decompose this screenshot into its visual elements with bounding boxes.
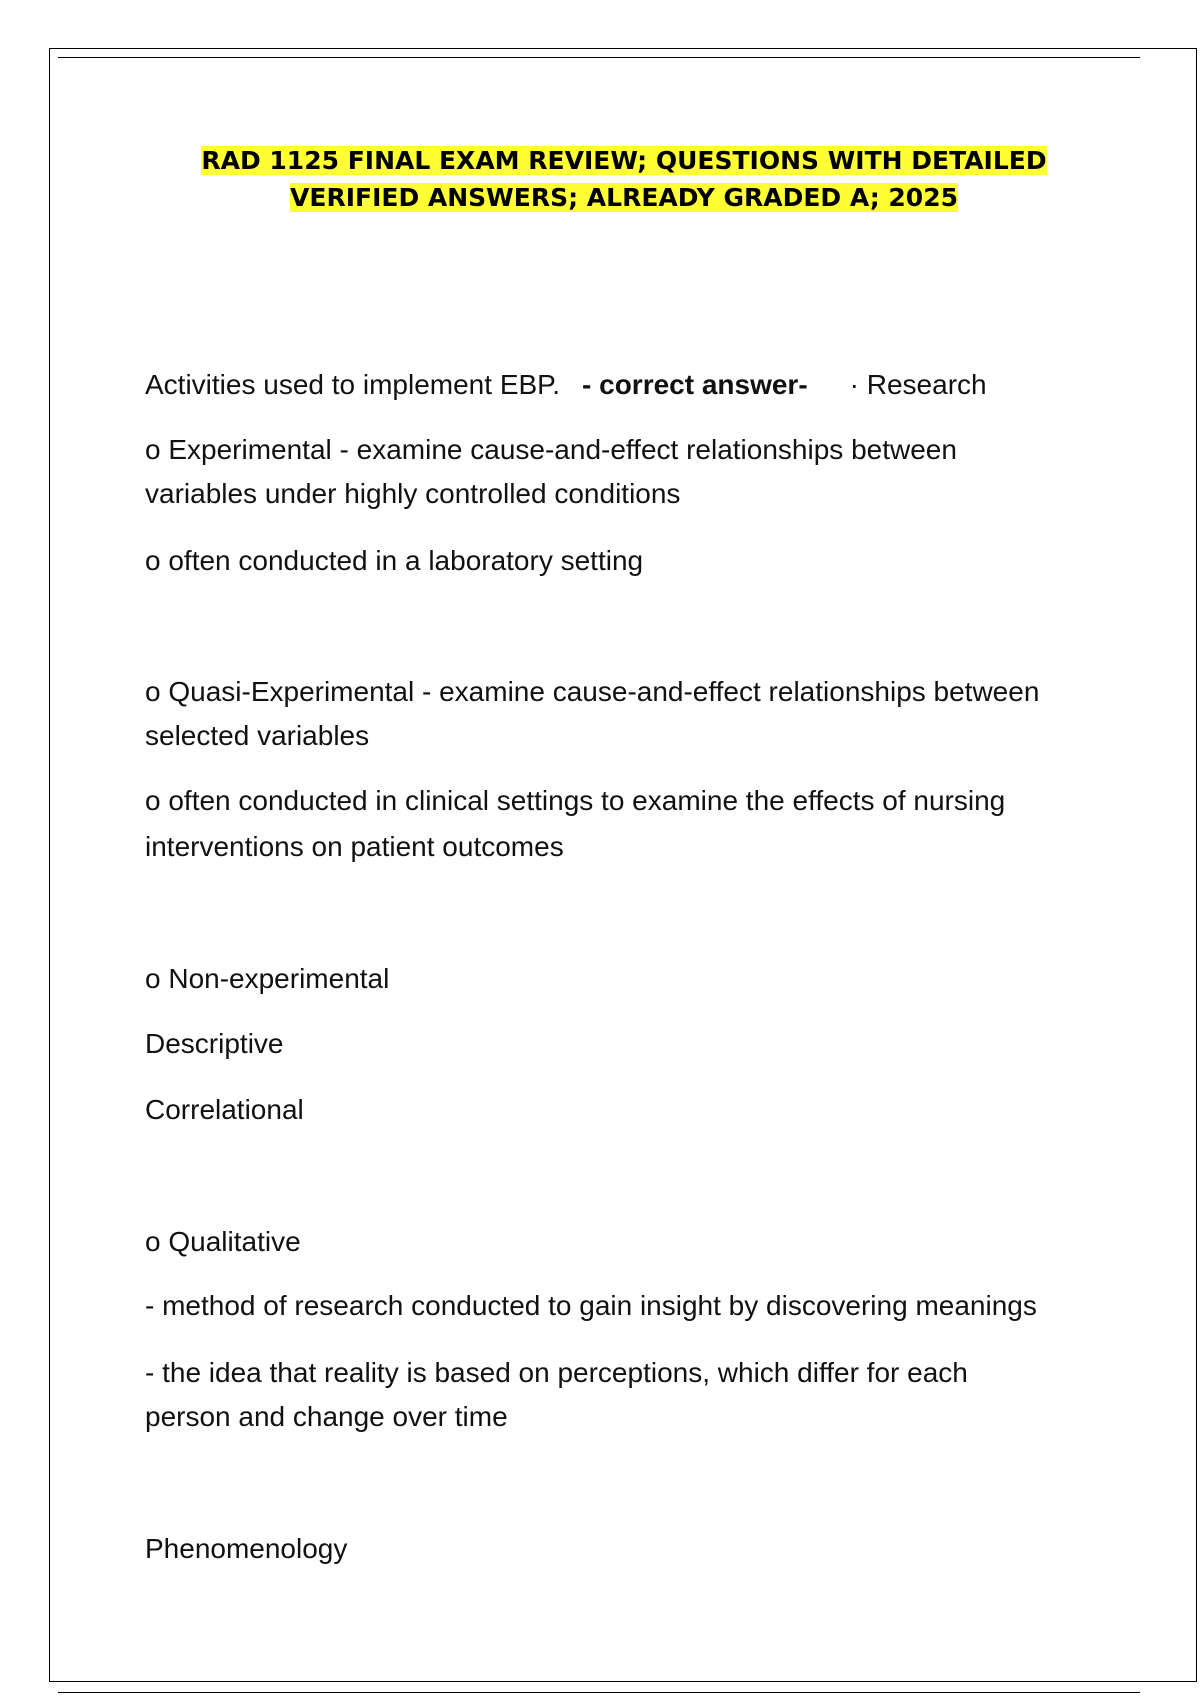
- experimental-line-2: variables under highly controlled conditions: [145, 478, 681, 509]
- experimental-line-1: o Experimental - examine cause-and-effect relationships between: [145, 434, 957, 465]
- title-line-1: RAD 1125 FINAL EXAM REVIEW; QUESTIONS WITH DETAILED: [201, 146, 1047, 175]
- descriptive-line: Descriptive: [145, 1028, 284, 1059]
- phenomenology-line: Phenomenology: [145, 1533, 348, 1564]
- question-text: Activities used to implement EBP.: [145, 369, 561, 400]
- quasi-line-1: o Quasi-Experimental - examine cause-and-effect relationships between: [145, 676, 1040, 707]
- qualitative-def-2b: person and change over time: [145, 1401, 508, 1432]
- bottom-rule: [58, 1692, 1140, 1693]
- experimental-setting: o often conducted in a laboratory setting: [145, 545, 644, 576]
- quasi-line-2: selected variables: [145, 720, 370, 751]
- qualitative-def-2a: - the idea that reality is based on perceptions, which differ for each: [145, 1357, 968, 1388]
- qualitative-line: o Qualitative: [145, 1226, 301, 1257]
- answer-label: - correct answer-: [582, 369, 808, 400]
- quasi-setting-line-2: interventions on patient outcomes: [145, 831, 564, 862]
- document-title: [144, 142, 1104, 216]
- question-line: [145, 363, 1105, 407]
- correlational-line: Correlational: [145, 1094, 304, 1125]
- title-line-2: VERIFIED ANSWERS; ALREADY GRADED A; 2025: [290, 183, 958, 212]
- nonexperimental-line: o Non-experimental: [145, 963, 390, 994]
- answer-first: · Research: [849, 369, 987, 400]
- qualitative-def-1: - method of research conducted to gain insight by discovering meanings: [145, 1290, 1037, 1321]
- quasi-setting-line-1: o often conducted in clinical settings to examine the effects of nursing: [145, 785, 1006, 816]
- top-rule: [58, 57, 1140, 58]
